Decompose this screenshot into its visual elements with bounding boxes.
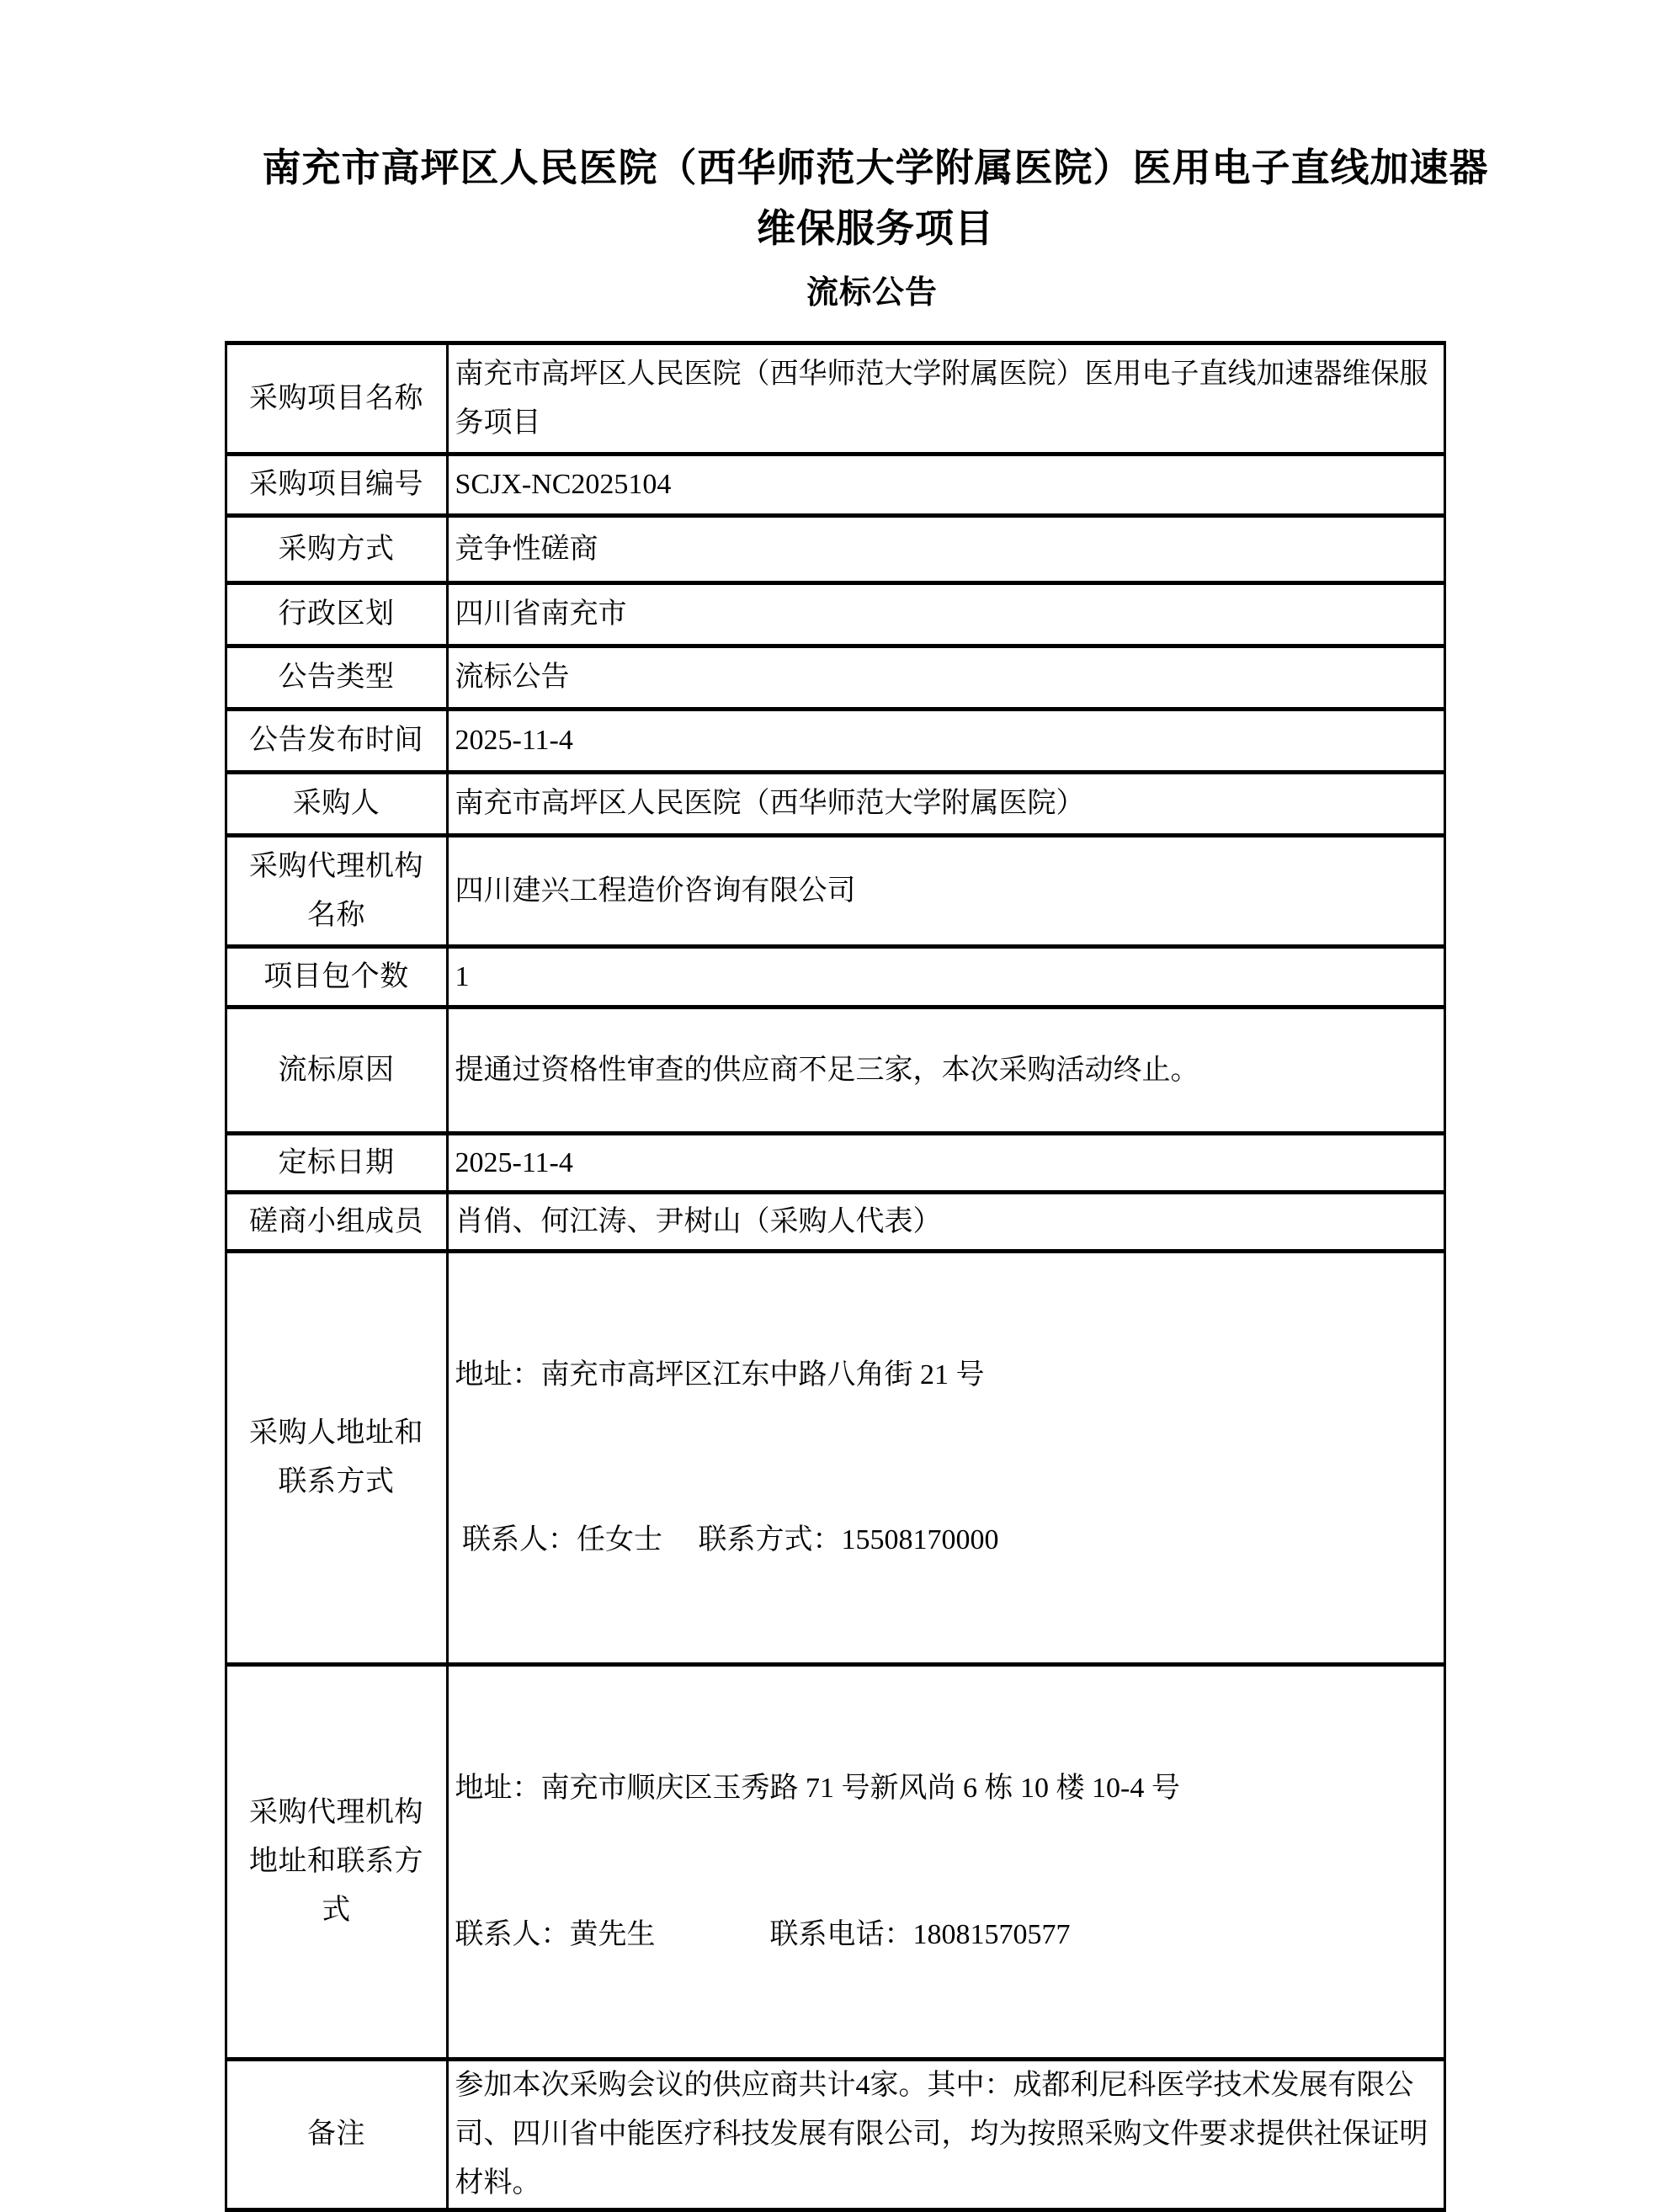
- project-number-value: SCJX-NC2025104: [447, 455, 1444, 516]
- table-row-award-date: [226, 1134, 1444, 1193]
- purchaser-contact-line: 联系人：任女士 联系方式：15508170000: [455, 1524, 999, 1555]
- procurement-method-value: 竞争性磋商: [447, 516, 1444, 583]
- table-row-procurement-method: [226, 516, 1444, 583]
- award-date-label: 定标日期: [226, 1134, 447, 1193]
- table-row-project-name: [226, 343, 1444, 455]
- admin-region-value: 四川省南充市: [447, 583, 1444, 646]
- publish-date-label: 公告发布时间: [226, 710, 447, 773]
- purchaser-label: 采购人: [226, 773, 447, 836]
- award-date-value: 2025-11-4: [447, 1134, 1444, 1193]
- agency-contact-line: 联系人：黄先生 联系电话：18081570577: [455, 1919, 1071, 1950]
- purchaser-contact-value: [447, 1252, 1444, 1665]
- panel-members-value: 肖俏、何江涛、尹树山（采购人代表）: [447, 1193, 1444, 1252]
- table-row-project-number: [226, 455, 1444, 516]
- table-row-agency-contact: [226, 1665, 1444, 2060]
- project-name-value: 南充市高坪区人民医院（西华师范大学附属医院）医用电子直线加速器维保服务项目: [447, 343, 1444, 455]
- table-row-purchaser: [226, 773, 1444, 836]
- table-row-agency-name: [226, 836, 1444, 947]
- table-row-purchaser-contact: [226, 1252, 1444, 1665]
- failure-reason-value: 提通过资格性审查的供应商不足三家，本次采购活动终止。: [447, 1008, 1444, 1134]
- announcement-table: [225, 341, 1446, 2212]
- table-row-failure-reason: [226, 1008, 1444, 1134]
- table-row-admin-region: [226, 583, 1444, 646]
- purchaser-address-line: 地址：南充市高坪区江东中路八角街 21 号: [455, 1359, 985, 1390]
- project-name-label: 采购项目名称: [226, 343, 447, 455]
- project-number-label: 采购项目编号: [226, 455, 447, 516]
- remarks-value: 参加本次采购会议的供应商共计4家。其中：成都利尼科医学技术发展有限公司、四川省中能医疗科技发展有限公司，均为按照采购文件要求提供社保证明材料。: [447, 2060, 1444, 2210]
- publish-date-value: 2025-11-4: [447, 710, 1444, 773]
- agency-address-line: 地址：南充市顺庆区玉秀路 71 号新风尚 6 栋 10 楼 10-4 号: [455, 1773, 1180, 1804]
- table-row-remarks: [226, 2060, 1444, 2210]
- package-count-label: 项目包个数: [226, 947, 447, 1008]
- admin-region-label: 行政区划: [226, 583, 447, 646]
- panel-members-label: 磋商小组成员: [226, 1193, 447, 1252]
- agency-contact-value: [447, 1665, 1444, 2060]
- failure-reason-label: 流标原因: [226, 1008, 447, 1134]
- purchaser-contact-label: 采购人地址和联系方式: [226, 1252, 447, 1665]
- agency-contact-label: 采购代理机构地址和联系方式: [226, 1665, 447, 2060]
- notice-type-label: 公告类型: [226, 646, 447, 710]
- purchaser-value: 南充市高坪区人民医院（西华师范大学附属医院）: [447, 773, 1444, 836]
- table-row-notice-type: [226, 646, 1444, 710]
- remarks-label: 备注: [226, 2060, 447, 2210]
- page-title: 南充市高坪区人民医院（西华师范大学附属医院）医用电子直线加速器维保服务项目: [262, 146, 1489, 250]
- table-row-publish-date: [226, 710, 1444, 773]
- agency-name-label: 采购代理机构名称: [226, 836, 447, 947]
- table-row-panel-members: [226, 1193, 1444, 1252]
- page-subtitle: 流标公告: [806, 275, 938, 311]
- agency-name-value: 四川建兴工程造价咨询有限公司: [447, 836, 1444, 947]
- notice-type-value: 流标公告: [447, 646, 1444, 710]
- package-count-value: 1: [447, 947, 1444, 1008]
- table-row-package-count: [226, 947, 1444, 1008]
- procurement-method-label: 采购方式: [226, 516, 447, 583]
